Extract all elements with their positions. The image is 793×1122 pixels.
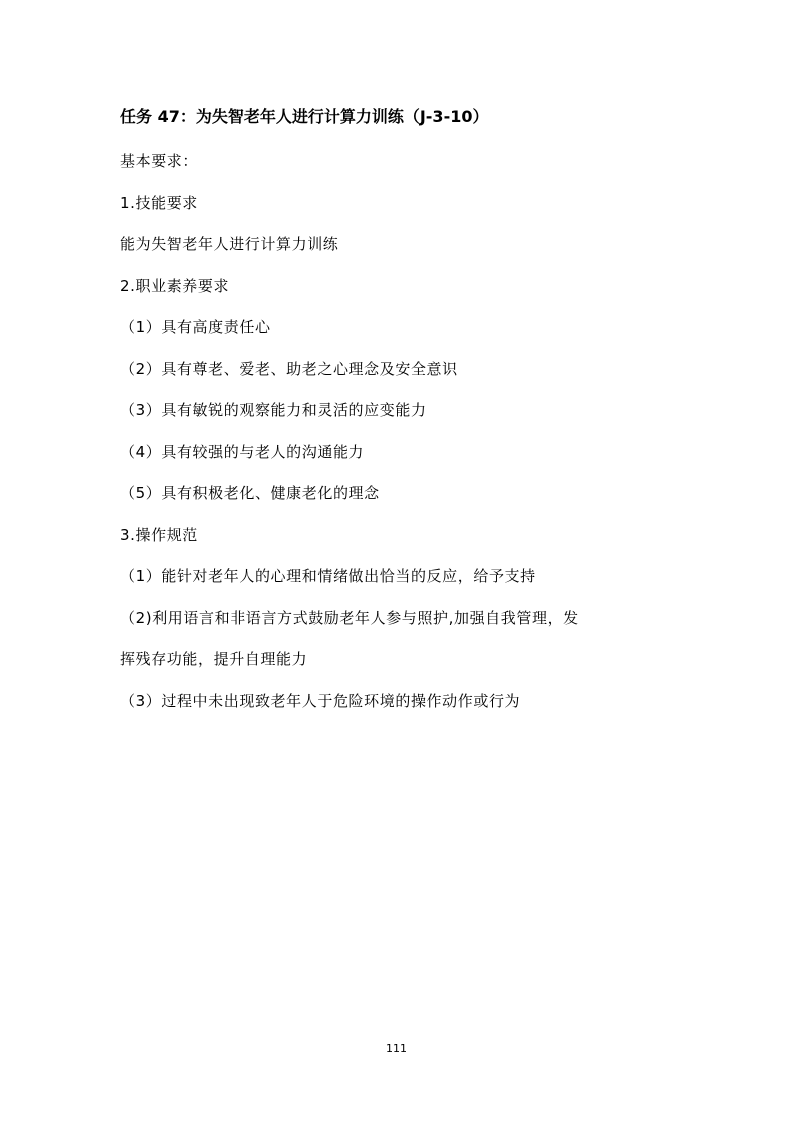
quality-item-2: （2）具有尊老、爱老、助老之心理念及安全意识 (120, 359, 458, 378)
operation-standards-heading: 3.操作规范 (120, 525, 198, 544)
task-title: 任务 47：为失智老年人进行计算力训练（J-3-10） (120, 107, 489, 126)
quality-item-3: （3）具有敏锐的观察能力和灵活的应变能力 (120, 401, 427, 419)
quality-item-4: （4）具有较强的与老人的沟通能力 (120, 442, 365, 461)
basic-requirements-heading: 基本要求： (120, 152, 199, 170)
skill-requirements-heading: 1.技能要求 (120, 193, 198, 212)
quality-item-5: （5）具有积极老化、健康老化的理念 (120, 484, 380, 502)
professional-quality-heading: 2.职业素养要求 (120, 276, 230, 295)
page-number: 111 (386, 1042, 407, 1055)
operation-item-3: （3）过程中未出现致老年人于危险环境的操作动作或行为 (120, 691, 521, 710)
skill-requirement-text: 能为失智老年人进行计算力训练 (120, 235, 339, 253)
quality-item-1: （1）具有高度责任心 (120, 318, 271, 336)
operation-item-2: （2)利用语言和非语言方式鼓励老年人参与照护,加强自我管理，发 (120, 608, 579, 627)
operation-item-1: （1）能针对老年人的心理和情绪做出恰当的反应，给予支持 (120, 567, 536, 585)
operation-item-2-continued: 挥残存功能，提升自理能力 (120, 650, 308, 668)
document-body (120, 100, 680, 722)
